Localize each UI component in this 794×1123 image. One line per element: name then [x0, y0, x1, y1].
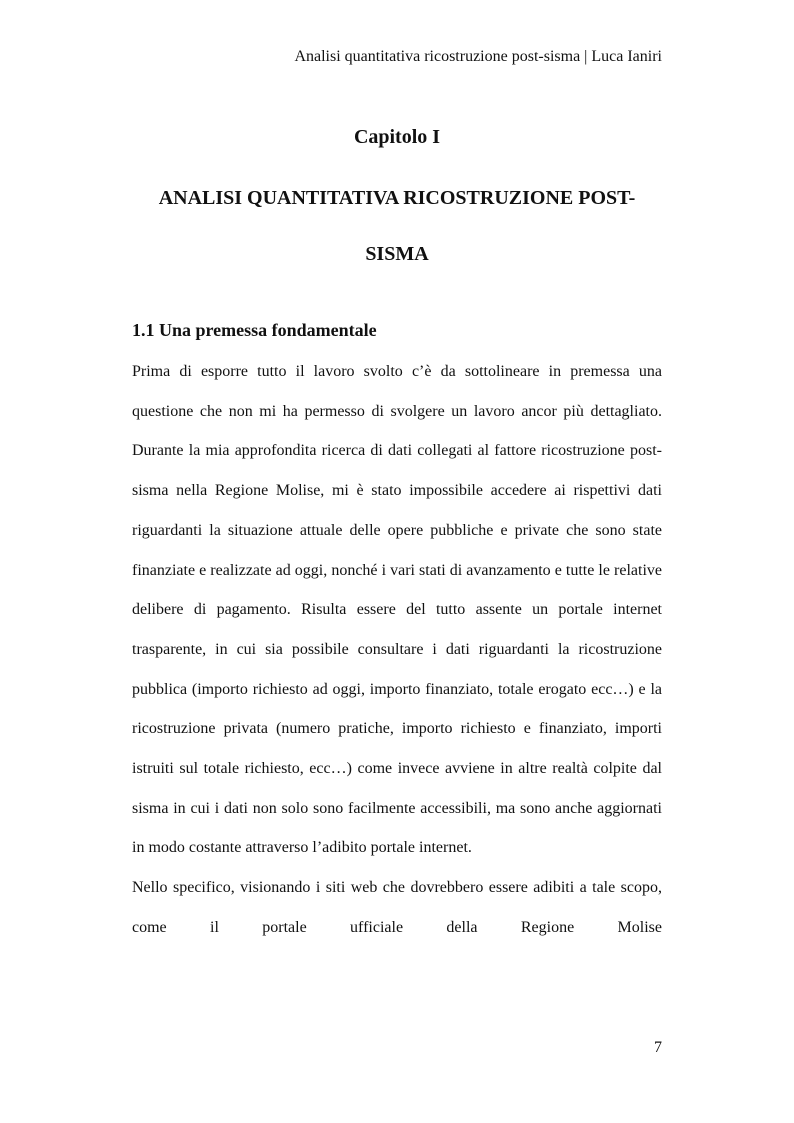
paragraph: Nello specifico, visionando i siti web che dovrebbero essere adibiti a tale scopo, come il portale ufficiale della Regione Molise — [132, 879, 662, 936]
chapter-label-text: Capitolo I — [353, 126, 441, 148]
running-header: Analisi quantitativa ricostruzione post-sisma | Luca Ianiri — [294, 48, 662, 65]
chapter-title: ANALISI QUANTITATIVA RICOSTRUZIONE POST-SISMA — [158, 187, 636, 265]
page-number: 7 — [654, 1039, 662, 1056]
chapter-label — [132, 124, 662, 150]
section-heading: 1.1 Una premessa fondamentale — [132, 320, 377, 340]
body-text — [132, 352, 662, 948]
paragraph: Prima di esporre tutto il lavoro svolto c’è da sottolineare in premessa una questione che non mi ha permesso di svolgere un lavoro ancor più dettagliato. Durante la mia approfondita ricerca di dati collegati al fattore ricostruzione post-sisma nella Regione Molise, mi è stato impossibile accedere ai rispettivi dati riguardanti la situazione attuale delle opere pubbliche e private che sono state finanziate e realizzate ad oggi, nonché i vari stati di avanzamento e tutte le relative delibere di pagamento. Risulta essere del tutto assente un portale internet trasparente, in cui sia possibile consultare i dati riguardanti la ricostruzione pubblica (importo richiesto ad oggi, importo finanziato, totale erogato ecc…) e la ricostruzione privata (numero pratiche, importo richiesto e finanziato, importi istruiti sul totale richiesto, ecc…) come invece avviene in altre realtà colpite dal sisma in cui i dati non solo sono facilmente accessibili, ma sono anche aggiornati in modo costante attraverso l’adibito portale internet. — [132, 363, 662, 857]
